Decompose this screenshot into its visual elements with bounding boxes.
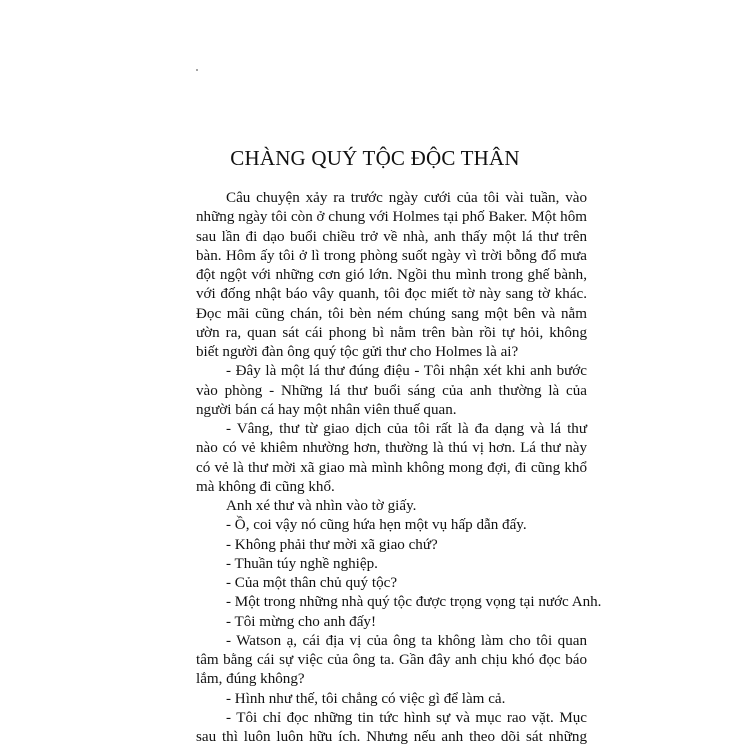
- text-line: nào có vẻ khiêm nhường hơn, thường là thú vị hơn. Lá thư này: [196, 440, 587, 457]
- text-line: - Không phải thư mời xã giao chứ?: [226, 536, 438, 553]
- text-line: - Thuần túy nghề nghiệp.: [226, 555, 378, 572]
- paper-speck: [196, 69, 198, 71]
- text-line: những ngày tôi còn ở chung với Holmes tại phố Baker. Một hôm: [196, 209, 587, 226]
- text-line: - Một trong những nhà quý tộc được trọng vọng tại nước Anh.: [226, 594, 602, 611]
- text-line: vào phòng - Những lá thư buổi sáng của anh thường là của: [196, 382, 587, 399]
- text-line: tâm bằng cái sự việc của ông ta. Gần đây anh chịu khó đọc báo: [196, 652, 587, 668]
- text-line: - Ồ, coi vậy nó cũng hứa hẹn một vụ hấp dẫn đấy.: [226, 517, 527, 534]
- text-line: có vẻ là thư mời xã giao mà mình không mong đợi, đi cũng khổ: [196, 459, 587, 476]
- text-line: với đống nhật báo vây quanh, tôi đọc miết tờ này sang tờ khác.: [196, 286, 587, 303]
- text-line: - Đây là một lá thư đúng điệu - Tôi nhận xét khi anh bước: [226, 363, 587, 380]
- text-line: - Của một thân chủ quý tộc?: [226, 575, 398, 591]
- text-line: - Vâng, thư từ giao dịch của tôi rất là đa dạng và lá thư: [226, 421, 587, 437]
- text-line: bàn. Hôm ấy tôi ở lì trong phòng suốt ngày vì trời bỗng đổ mưa: [196, 247, 587, 264]
- text-line: đột ngột với những cơn gió lớn. Ngồi thu mình trong ghế bành,: [196, 267, 587, 283]
- text-line: - Hình như thế, tôi chẳng có việc gì để làm cả.: [226, 690, 506, 707]
- text-line: - Watson ạ, cái địa vị của ông ta không làm cho tôi quan: [226, 632, 587, 649]
- text-line: ườn ra, quan sát cái phong bì nằm trên bàn rồi tự hỏi, không: [196, 324, 587, 341]
- text-line: Câu chuyện xảy ra trước ngày cưới của tôi vài tuần, vào: [226, 190, 587, 206]
- text-line: - Tôi mừng cho anh đấy!: [226, 613, 377, 630]
- text-line: sau thì luôn luôn hữu ích. Nhưng nếu anh theo dõi sát những: [196, 729, 587, 745]
- chapter-title: CHÀNG QUÝ TỘC ĐỘC THÂN: [230, 146, 520, 170]
- text-line: lắm, đúng không?: [196, 671, 305, 688]
- text-line: - Tôi chỉ đọc những tin tức hình sự và mục rao vặt. Mục: [226, 709, 587, 726]
- text-line: biết người đàn ông quý tộc gửi thư cho Holmes là ai?: [196, 344, 519, 360]
- text-line: Đọc mãi cũng chán, tôi bèn ném chúng sang một bên và nằm: [196, 305, 587, 322]
- body-text: [196, 189, 602, 747]
- text-line: sau lần đi dạo buổi chiều trở về nhà, anh thấy một lá thư trên: [196, 228, 587, 245]
- text-line: mà không đi cũng khổ.: [196, 478, 335, 495]
- text-line: người bán cá hay một nhân viên thuế quan.: [196, 401, 457, 418]
- text-line: Anh xé thư và nhìn vào tờ giấy.: [226, 498, 417, 514]
